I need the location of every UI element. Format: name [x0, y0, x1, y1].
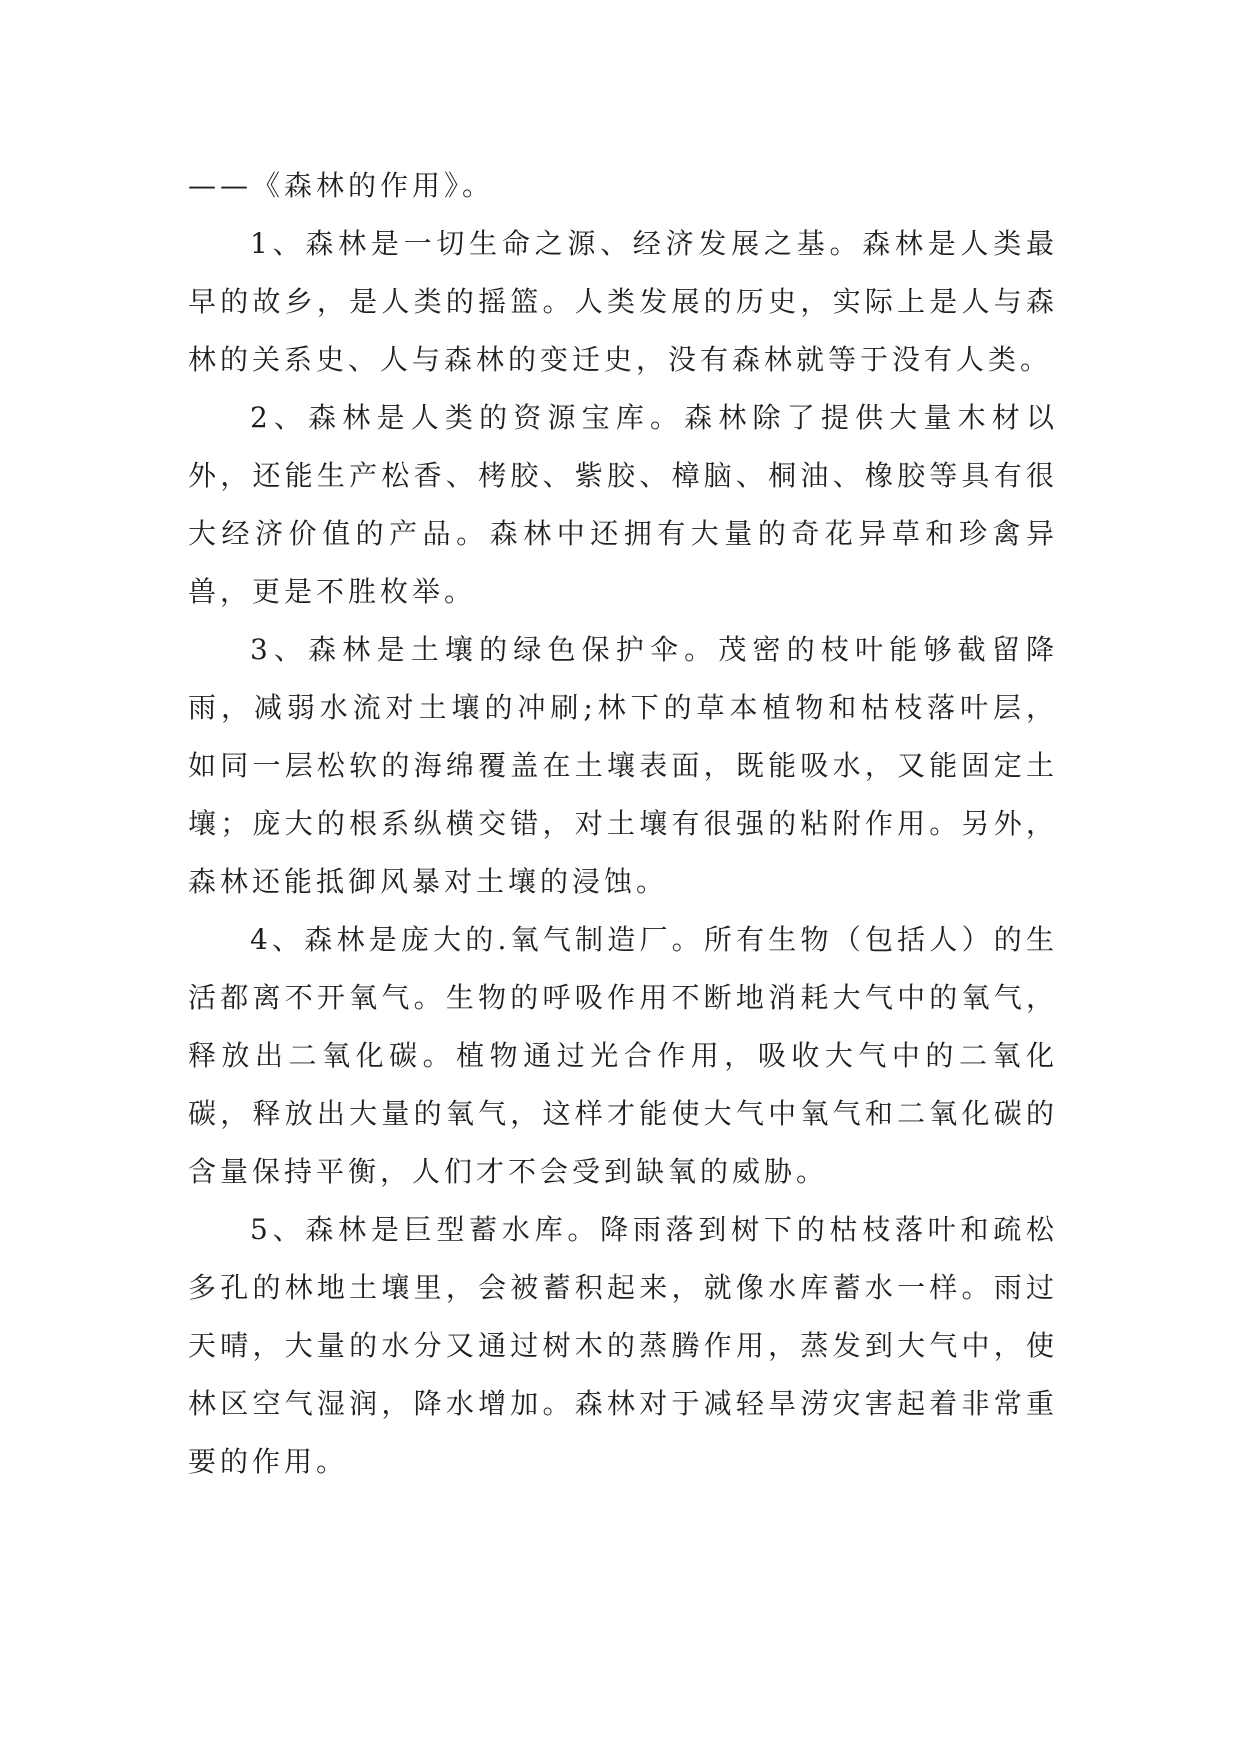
paragraph-2: 2、森林是人类的资源宝库。森林除了提供大量木材以外，还能生产松香、栲胶、紫胶、樟脑、桐油、橡胶等具有很大经济价值的产品。森林中还拥有大量的奇花异草和珍禽异兽，更是不胜枚举。 [188, 401, 1058, 608]
paragraph-1: 1、森林是一切生命之源、经济发展之基。森林是人类最早的故乡，是人类的摇篮。人类发展的历史，实际上是人与森林的关系史、人与森林的变迁史，没有森林就等于没有人类。 [188, 227, 1058, 376]
document-body [188, 157, 1058, 1491]
lead-line: ——《森林的作用》。 [188, 169, 495, 202]
paragraph-5: 5、森林是巨型蓄水库。降雨落到树下的枯枝落叶和疏松多孔的林地土壤里，会被蓄积起来，就像水库蓄水一样。雨过天晴，大量的水分又通过树木的蒸腾作用，蒸发到大气中，使林区空气湿润，降水增加。森林对于减轻旱涝灾害起着非常重要的作用。 [188, 1213, 1058, 1478]
paragraph-3: 3、森林是土壤的绿色保护伞。茂密的枝叶能够截留降雨，减弱水流对土壤的冲刷;林下的草本植物和枯枝落叶层，如同一层松软的海绵覆盖在土壤表面，既能吸水，又能固定土壤；庞大的根系纵横交错，对土壤有很强的粘附作用。另外，森林还能抵御风暴对土壤的浸蚀。 [188, 633, 1058, 898]
paragraph-4: 4、森林是庞大的.氧气制造厂。所有生物（包括人）的生活都离不开氧气。生物的呼吸作用不断地消耗大气中的氧气，释放出二氧化碳。植物通过光合作用，吸收大气中的二氧化碳，释放出大量的氧气，这样才能使大气中氧气和二氧化碳的含量保持平衡，人们才不会受到缺氧的威胁。 [188, 923, 1058, 1188]
